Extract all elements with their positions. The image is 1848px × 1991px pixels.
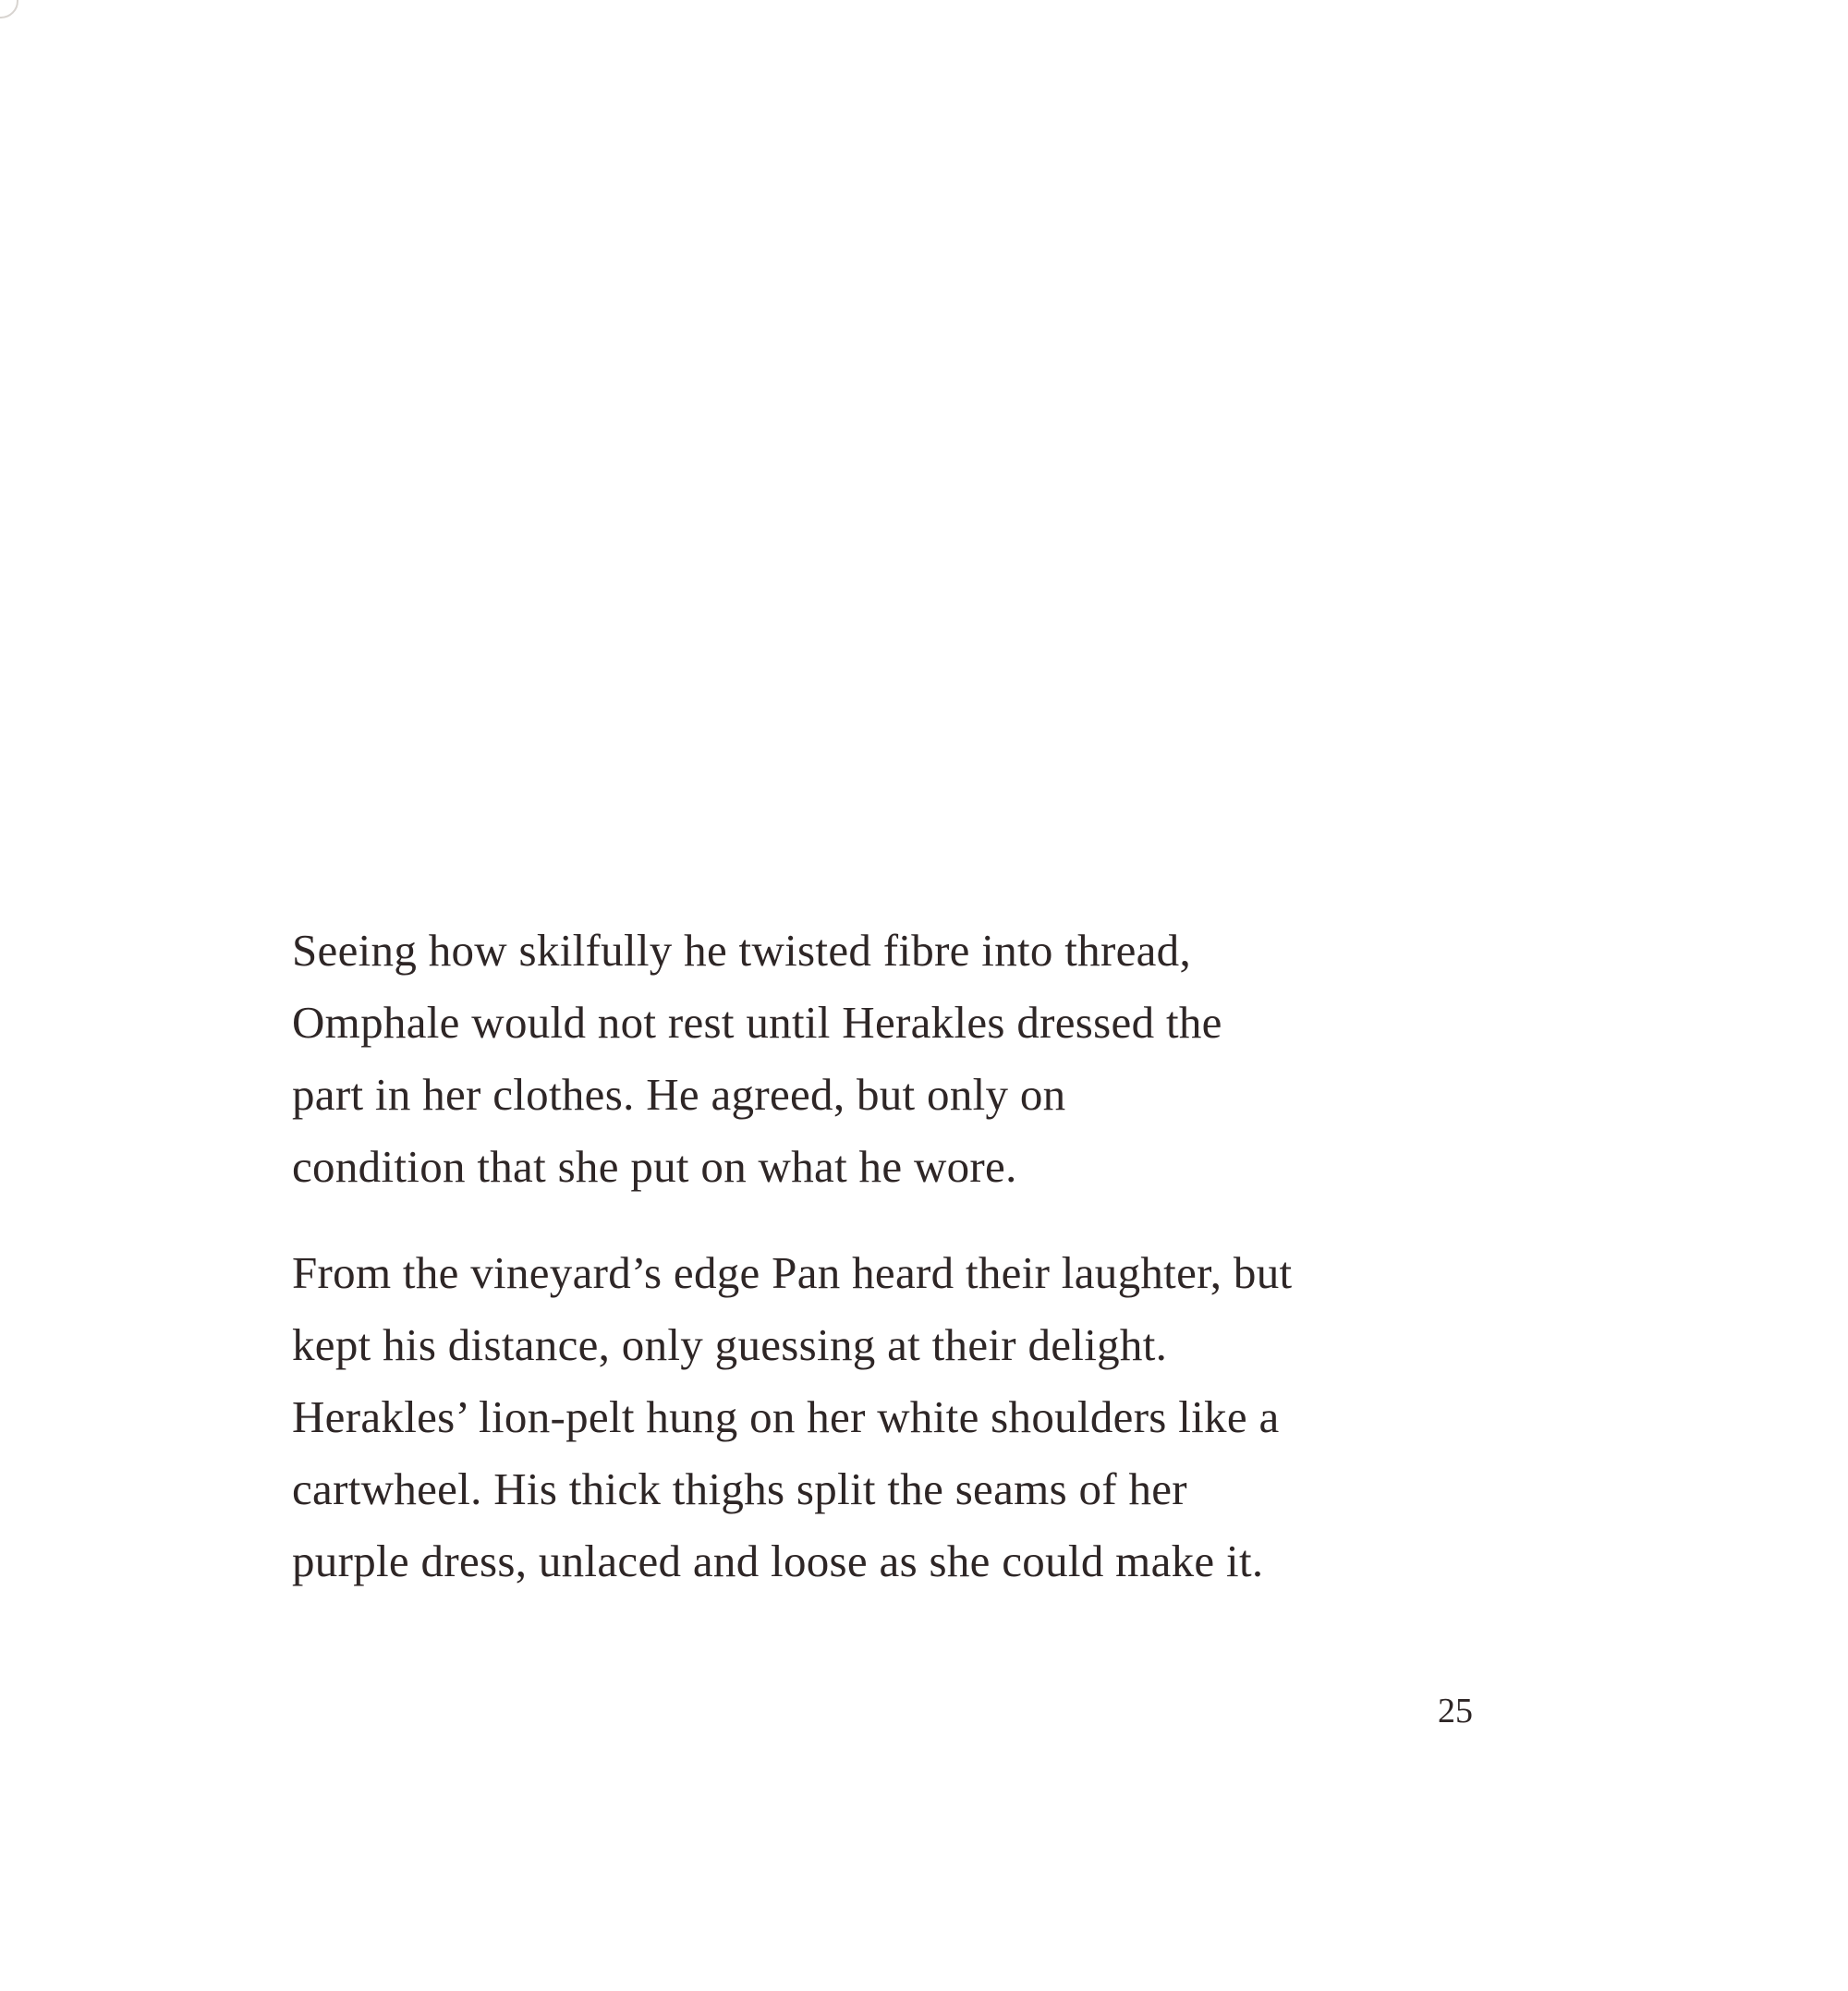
paragraph-2 <box>292 1237 1512 1597</box>
text-line: Herakles’ lion-pelt hung on her white shoulders like a <box>292 1391 1280 1442</box>
text-line: Omphale would not rest until Herakles dressed the <box>292 997 1222 1048</box>
text-line: purple dress, unlaced and loose as she could make it. <box>292 1536 1264 1586</box>
text-line: kept his distance, only guessing at their delight. <box>292 1319 1168 1370</box>
body-text <box>292 915 1512 1597</box>
paragraph-1 <box>292 915 1512 1203</box>
text-line: cartwheel. His thick thighs split the seams of her <box>292 1463 1187 1514</box>
text-line: condition that she put on what he wore. <box>292 1141 1017 1192</box>
text-line: part in her clothes. He agreed, but only on <box>292 1069 1066 1120</box>
page-number: 25 <box>1438 1692 1473 1730</box>
text-line: Seeing how skilfully he twisted fibre into thread, <box>292 925 1192 976</box>
text-line: From the vineyard’s edge Pan heard their laughter, but <box>292 1247 1293 1298</box>
corner-mark <box>0 0 18 18</box>
